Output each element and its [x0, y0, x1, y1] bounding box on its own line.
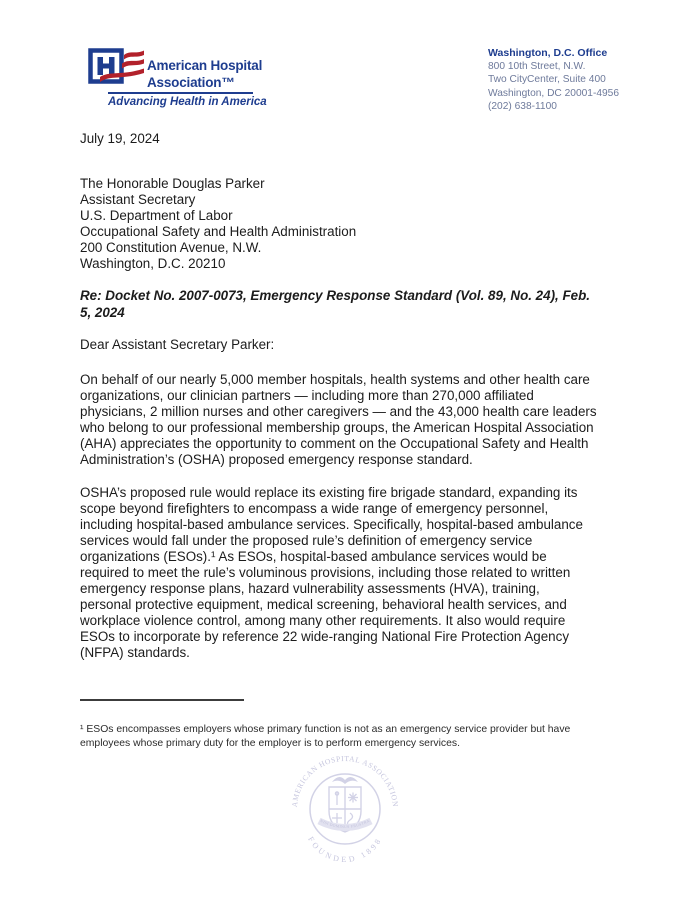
- salutation: Dear Assistant Secretary Parker:: [80, 337, 275, 352]
- office-address-block: [488, 46, 619, 114]
- seal-arc-bottom-text: FOUNDED 1898: [306, 835, 384, 865]
- paragraph-1: On behalf of our nearly 5,000 member hospitals, health systems and other health care organizations, our clinician partners — including more than 270,000 affiliated physicians, 2 million nurses and other caregivers — and the 43,000 health care leaders who belong to our professional membership groups, the American Hospital Association (AHA) appreciates the opportunity to comment on the Occupational Safety and Health Administration’s (OSHA) proposed emergency response standard.: [80, 372, 597, 467]
- aha-seal-watermark: [283, 747, 407, 871]
- letter-date: July 19, 2024: [80, 131, 160, 146]
- footnote-separator-rule: [80, 699, 244, 701]
- office-title: Washington, D.C. Office: [488, 47, 608, 59]
- seal-arc-top-text: AMERICAN HOSPITAL ASSOCIATION: [289, 753, 401, 808]
- org-tagline: Advancing Health in America: [108, 96, 267, 108]
- org-name-line2: Association™: [147, 74, 235, 90]
- seal-eagle: [332, 777, 358, 784]
- recipient-address: The Honorable Douglas Parker Assistant Secretary U.S. Department of Labor Occupational Safety and Health Administration 200 Constitution Avenue, N.W. Washington, D.C. 20210: [80, 176, 357, 271]
- footnote-text: ¹ ESOs encompasses employers whose primary function is not as an emergency service provider but have employees whose primary duty for the employer is to perform emergency services.: [80, 724, 571, 750]
- logo-divider-rule: [108, 92, 253, 94]
- office-address-lines: 800 10th Street, N.W. Two CityCenter, Suite 400 Washington, DC 20001-4956 (202) 638-1100: [488, 61, 620, 113]
- subject-line: Re: Docket No. 2007-0073, Emergency Response Standard (Vol. 89, No. 24), Feb. 5, 2024: [80, 288, 591, 320]
- paragraph-2: OSHA’s proposed rule would replace its existing fire brigade standard, expanding its scope beyond firefighters to encompass a wide range of emergency personnel, including hospital-based ambulance services. Specifically, hospital-based ambulance services would fall under the proposed rule’s definition of emergency service organizations (ESOs).¹ As ESOs, hospital-based ambulance services would be required to meet the rule’s voluminous provisions, including those related to written emergency response plans, hazard vulnerability assessments (HVA), training, personal protective equipment, medical screening, behavioral health services, and workplace violence control, among many other requirements. It also would require ESOs to incorporate by reference 22 wide-ranging National Fire Protection Agency (NFPA) standards.: [80, 485, 583, 660]
- org-name-line1: American Hospital: [147, 58, 263, 73]
- seal-motto-text: NISI DOMINUS FRUSTRA: [319, 818, 371, 830]
- org-name: [147, 58, 262, 91]
- aha-logo-mark: [88, 46, 146, 88]
